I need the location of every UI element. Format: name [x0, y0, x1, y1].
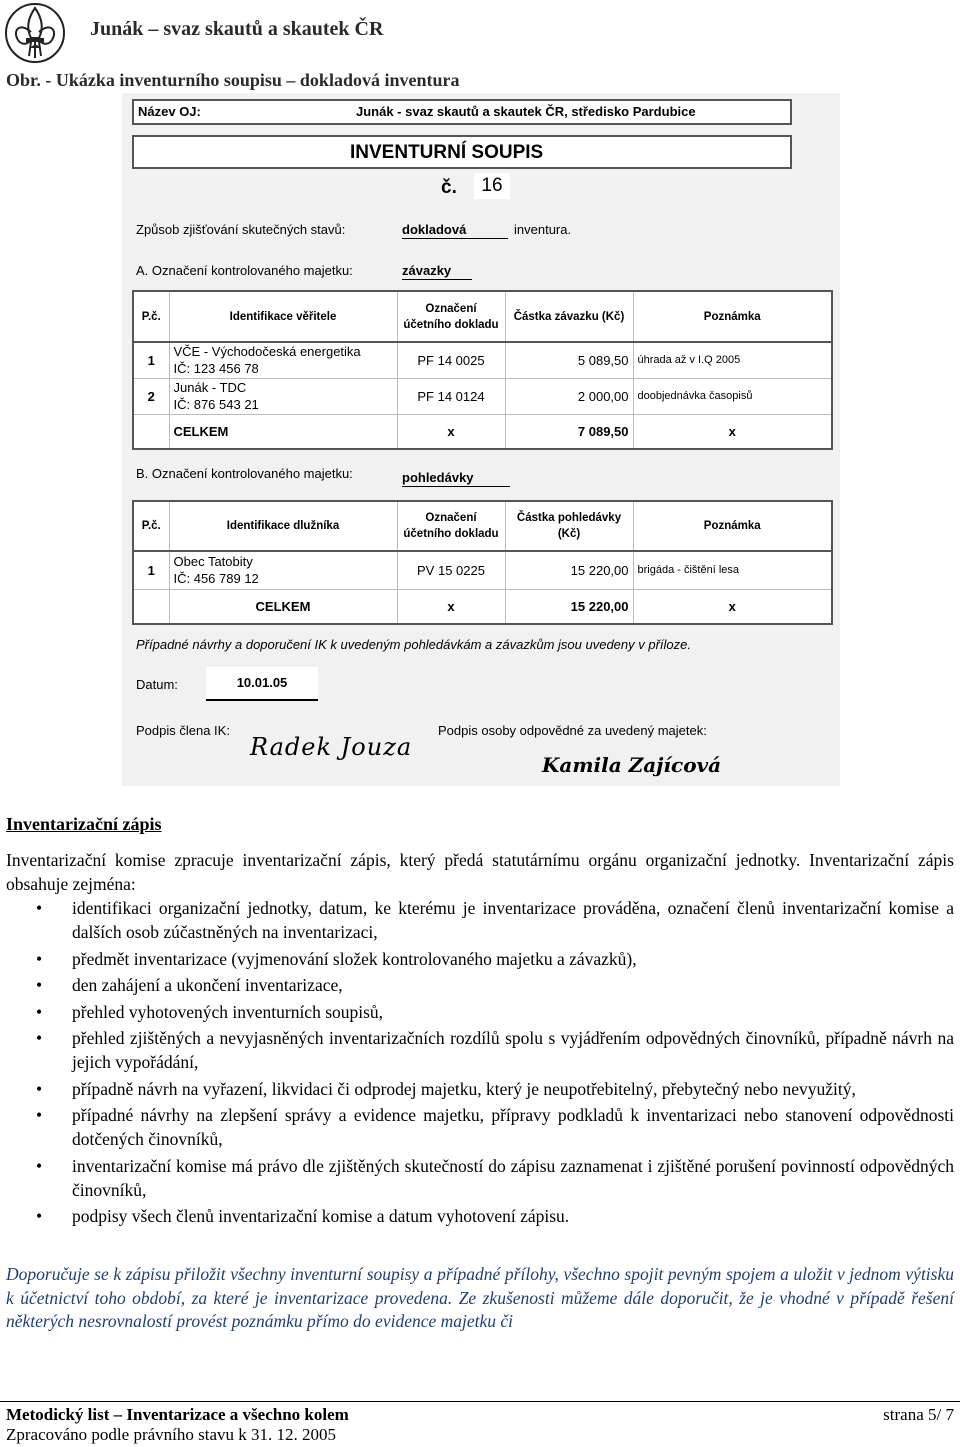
- section-a-label: A. Označení kontrolovaného majetku:: [136, 263, 353, 278]
- content-list: [6, 896, 954, 1231]
- total-label: CELKEM: [169, 414, 397, 449]
- list-item: • inventarizační komise má právo dle zjištěných skutečností do zápisu zaznamenat i zjištěné porušení povinností odpovědných činovníků,: [6, 1154, 954, 1202]
- total-note: x: [633, 414, 832, 449]
- list-item: • předmět inventarizace (vyjmenování složek kontrolovaného majetku a závazků),: [6, 947, 954, 971]
- org-title: Junák – svaz skautů a skautek ČR: [90, 18, 384, 40]
- amount-cell: 15 220,00: [505, 551, 633, 589]
- col-header: Identifikace věřitele: [169, 291, 397, 342]
- footer-legal-state: Zpracováno podle právního stavu k 31. 12. 2005: [6, 1425, 337, 1444]
- section-b-label: B. Označení kontrolovaného majetku:: [136, 466, 353, 481]
- list-item: • případné návrhy na zlepšení správy a evidence majetku, přípravy podkladů k inventarizaci nebo stanovení odpovědnosti dotčených činovníků,: [6, 1103, 954, 1151]
- creditor-name: VČE - Východočeská energetika: [173, 344, 361, 360]
- total-label: CELKEM: [169, 589, 397, 624]
- amount-cell: 2 000,00: [505, 378, 633, 414]
- table-b: [132, 500, 833, 625]
- table-a-header: [133, 291, 832, 342]
- recommendation-paragraph: Doporučuje se k zápisu přiložit všechny inventurní soupisy a případné přílohy, všechno spojit pevným spojem a uložit v jednom výtisku k účetnictví toho období, za které je inventarizace provedena. Ze zkušenosti můžeme dále doporučit, že je vhodné v případě řešení některých nesrovnalostí provést poznámku přímo do evidence majetku či: [6, 1264, 954, 1331]
- table-row: [133, 378, 832, 414]
- col-header: P.č.: [133, 501, 169, 551]
- creditor-ico: IČ: 123 456 78: [173, 361, 259, 377]
- section-b-value: pohledávky: [402, 470, 510, 487]
- col-header: Poznámka: [633, 291, 832, 342]
- col-header: Částka závazku (Kč): [505, 291, 633, 342]
- creditor-cell: [169, 378, 397, 414]
- doc-cell: PF 14 0124: [397, 378, 505, 414]
- creditor-ico: IČ: 876 543 21: [173, 397, 259, 412]
- list-item: • případně návrh na vyřazení, likvidaci či odprodej majetku, který je neupotřebitelný, přebytečný nebo nevyužitý,: [6, 1077, 954, 1101]
- debtor-name: Obec Tatobity: [173, 554, 253, 570]
- doc-cell: PV 15 0225: [397, 551, 505, 589]
- total-row: [133, 589, 832, 624]
- intro-paragraph: Inventarizační komise zpracuje inventarizační zápis, který předá statutárnímu orgánu organizační jednotky. Inventarizační zápis obsahuje zejména:: [6, 850, 954, 894]
- total-row: [133, 414, 832, 449]
- creditor-name: Junák - TDC: [173, 380, 247, 395]
- col-header: P.č.: [133, 291, 169, 342]
- sign-ik-label: Podpis člena IK:: [136, 723, 230, 738]
- row-number: 1: [133, 551, 169, 589]
- method-label: Způsob zjišťování skutečných stavů:: [136, 222, 346, 237]
- date-label: Datum:: [136, 677, 178, 692]
- title-box: [132, 135, 792, 169]
- number-label: č.: [441, 177, 457, 198]
- signature-ik: Radek Jouza: [250, 733, 413, 761]
- method-value: dokladová: [402, 222, 508, 239]
- row-number: 2: [133, 378, 169, 414]
- debtor-ico: IČ: 456 789 12: [173, 571, 259, 587]
- form-title: INVENTURNÍ SOUPIS: [350, 142, 544, 163]
- amount-cell: 5 089,50: [505, 342, 633, 378]
- total-doc: x: [397, 589, 505, 624]
- proposals-note: Případné návrhy a doporučení IK k uvedeným pohledávkám a závazkům jsou uvedeny v příloze.: [136, 637, 691, 652]
- col-header: Poznámka: [633, 501, 832, 551]
- footer-page-number: strana 5/ 7: [883, 1405, 954, 1424]
- table-a: [132, 290, 833, 450]
- sign-resp-label: Podpis osoby odpovědné za uvedený majetek:: [438, 723, 707, 738]
- total-amount: 7 089,50: [505, 414, 633, 449]
- section-heading: Inventarizační zápis: [6, 814, 162, 834]
- row-number: 1: [133, 342, 169, 378]
- creditor-cell: [169, 342, 397, 378]
- oj-label: Název OJ:: [138, 104, 201, 119]
- oj-value: Junák - svaz skautů a skautek ČR, středisko Pardubice: [356, 104, 696, 119]
- list-item: • identifikaci organizační jednotky, datum, ke kterému je inventarizace prováděna, označení členů inventarizační komise a dalších osob zúčastněných na inventarizaci,: [6, 896, 954, 944]
- col-header: Identifikace dlužníka: [169, 501, 397, 551]
- table-row: [133, 551, 832, 589]
- list-item: • podpisy všech členů inventarizační komise a datum vyhotovení zápisu.: [6, 1204, 954, 1228]
- list-item: • přehled vyhotovených inventurních soupisů,: [6, 1000, 954, 1024]
- lily-logo-icon: [4, 2, 66, 64]
- footer-doc-title: Metodický list – Inventarizace a všechno kolem: [6, 1405, 349, 1424]
- oj-box: [132, 99, 792, 125]
- total-amount: 15 220,00: [505, 589, 633, 624]
- note-cell: brigáda - čištění lesa: [633, 551, 832, 589]
- total-doc: x: [397, 414, 505, 449]
- footer-divider: [0, 1401, 960, 1402]
- list-item: • den zahájení a ukončení inventarizace,: [6, 973, 954, 997]
- total-note: x: [633, 589, 832, 624]
- date-value: 10.01.05: [206, 667, 318, 701]
- debtor-cell: [169, 551, 397, 589]
- col-header: Označení účetního dokladu: [397, 501, 505, 551]
- method-suffix: inventura.: [514, 222, 572, 237]
- number-value: 16: [474, 173, 510, 199]
- list-item: • přehled zjištěných a nevyjasněných inventarizačních rozdílů spolu s vyjádřením odpovědných činovníků, případně návrh na jejich vypořádání,: [6, 1026, 954, 1074]
- note-cell: doobjednávka časopisů: [633, 378, 832, 414]
- section-a-value: závazky: [402, 263, 472, 280]
- signature-resp: Kamila Zajícová: [542, 753, 722, 777]
- note-cell: úhrada až v I.Q 2005: [633, 342, 832, 378]
- table-row: [133, 342, 832, 378]
- table-b-header: [133, 501, 832, 551]
- col-header: Částka pohledávky (Kč): [505, 501, 633, 551]
- col-header: Označení účetního dokladu: [397, 291, 505, 342]
- figure-caption: Obr. - Ukázka inventurního soupisu – dokladová inventura: [6, 70, 460, 90]
- inventory-form-image: [122, 93, 840, 786]
- doc-cell: PF 14 0025: [397, 342, 505, 378]
